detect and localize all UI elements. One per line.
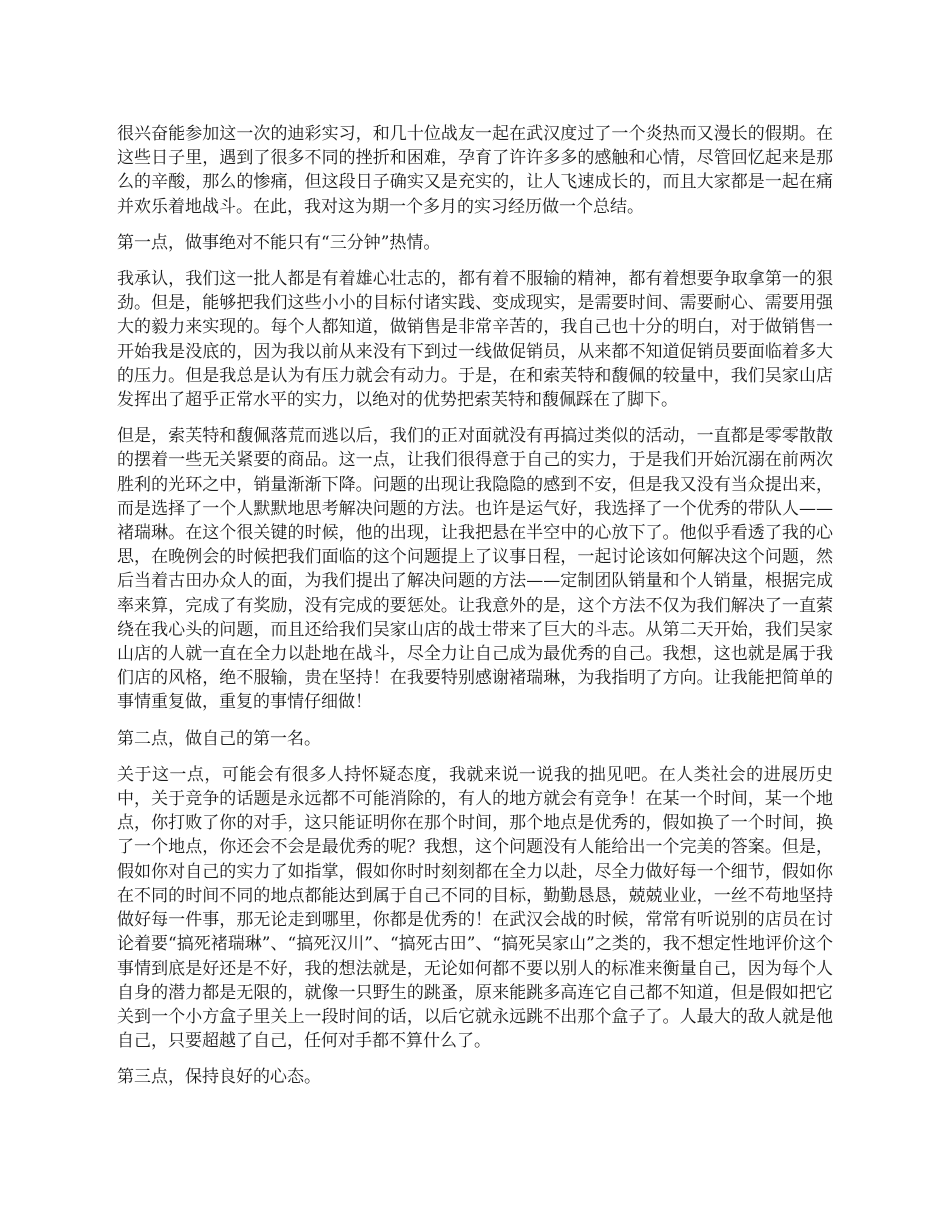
intro-paragraph: 很兴奋能参加这一次的迪彩实习，和几十位战友一起在武汉度过了一个炎热而又漫长的假期。在这些日子里，遇到了很多不同的挫折和困难，孕育了许许多多的感触和心情，尽管回忆起来是那么的辛酸，那么的惨痛，但这段日子确实又是充实的，让人飞速成长的，而且大家都是一起在痛并欢乐着地战斗。在此，我对这为期一个多月的实习经历做一个总结。: [117, 124, 833, 217]
point-one-heading: 第一点，做事绝对不能只有“三分钟”热情。: [117, 232, 441, 253]
point-one-paragraph-1: 我承认，我们这一批人都是有着雄心壮志的，都有着不服输的精神，都有着想要争取拿第一的狠劲。但是，能够把我们这些小小的目标付诸实践、变成现实，是需要时间、需要耐心、需要用强大的毅力来实现的。每个人都知道，做销售是非常辛苦的，我自己也十分的明白，对于做销售一开始我是没底的，因为我以前从来没有下到过一线做促销员，从来都不知道促销员要面临着多大的压力。但是我总是认为有压力就会有动力。于是，在和索芙特和馥佩的较量中，我们吴家山店发挥出了超乎正常水平的实力，以绝对的优势把索芙特和馥佩踩在了脚下。: [117, 269, 833, 411]
point-three-heading: 第三点，保持良好的心态。: [117, 1067, 321, 1088]
document-body: [117, 122, 833, 1102]
point-two-paragraph: 关于这一点，可能会有很多人持怀疑态度，我就来说一说我的拙见吧。在人类社会的进展历史中，关于竞争的话题是永远都不可能消除的，有人的地方就会有竞争！在某一个时间，某一个地点，你打败了你的对手，这只能证明你在那个时间，那个地点是优秀的，假如换了一个时间，换了一个地点，你还会不会是最优秀的呢？我想，这个问题没有人能给出一个完美的答案。但是，假如你对自己的实力了如指掌，假如你时时刻刻都在全力以赴，尽全力做好每一个细节，假如你在不同的时间不同的地点都能达到属于自己不同的目标，勤勤恳恳，兢兢业业，一丝不苟地坚持做好每一件事，那无论走到哪里，你都是优秀的！在武汉会战的时候，常常有听说别的店员在讨论着要“搞死褚瑞琳”、“搞死汉川”、“搞死古田”、“搞死吴家山”之类的，我不想定性地评价这个事情到底是好还是不好，我的想法就是，无论如何都不要以别人的标准来衡量自己，因为每个人自身的潜力都是无限的，就像一只野生的跳蚤，原来能跳多高连它自己都不知道，但是假如把它关到一个小方盒子里关上一段时间的话，以后它就永远跳不出那个盒子了。人最大的敌人就是他自己，只要超越了自己，任何对手都不算什么了。: [117, 764, 833, 1052]
point-two-heading: 第二点，做自己的第一名。: [117, 728, 321, 749]
point-one-paragraph-2: 但是，索芙特和馥佩落荒而逃以后，我们的正对面就没有再搞过类似的活动，一直都是零零散散的摆着一些无关紧要的商品。这一点，让我们很得意于自己的实力，于是我们开始沉溺在前两次胜利的光环之中，销量渐渐下降。问题的出现让我隐隐的感到不安，但是我又没有当众提出来，而是选择了一个人默默地思考解决问题的方法。也许是运气好，我选择了一个优秀的带队人——褚瑞琳。在这个很关键的时候，他的出现，让我把悬在半空中的心放下了。他似乎看透了我的心思，在晚例会的时候把我们面临的这个问题提上了议事日程，一起讨论该如何解决这个问题，然后当着古田办众人的面，为我们提出了解决问题的方法——定制团队销量和个人销量，根据完成率来算，完成了有奖励，没有完成的要惩处。让我意外的是，这个方法不仅为我们解决了一直萦绕在我心头的问题，而且还给我们吴家山店的战士带来了巨大的斗志。从第二天开始，我们吴家山店的人就一直在全力以赴地在战斗，尽全力让自己成为最优秀的自己。我想，这也就是属于我们店的风格，绝不服输，贵在坚持！在我要特别感谢褚瑞琳，为我指明了方向。让我能把简单的事情重复做，重复的事情仔细做！: [117, 426, 833, 713]
